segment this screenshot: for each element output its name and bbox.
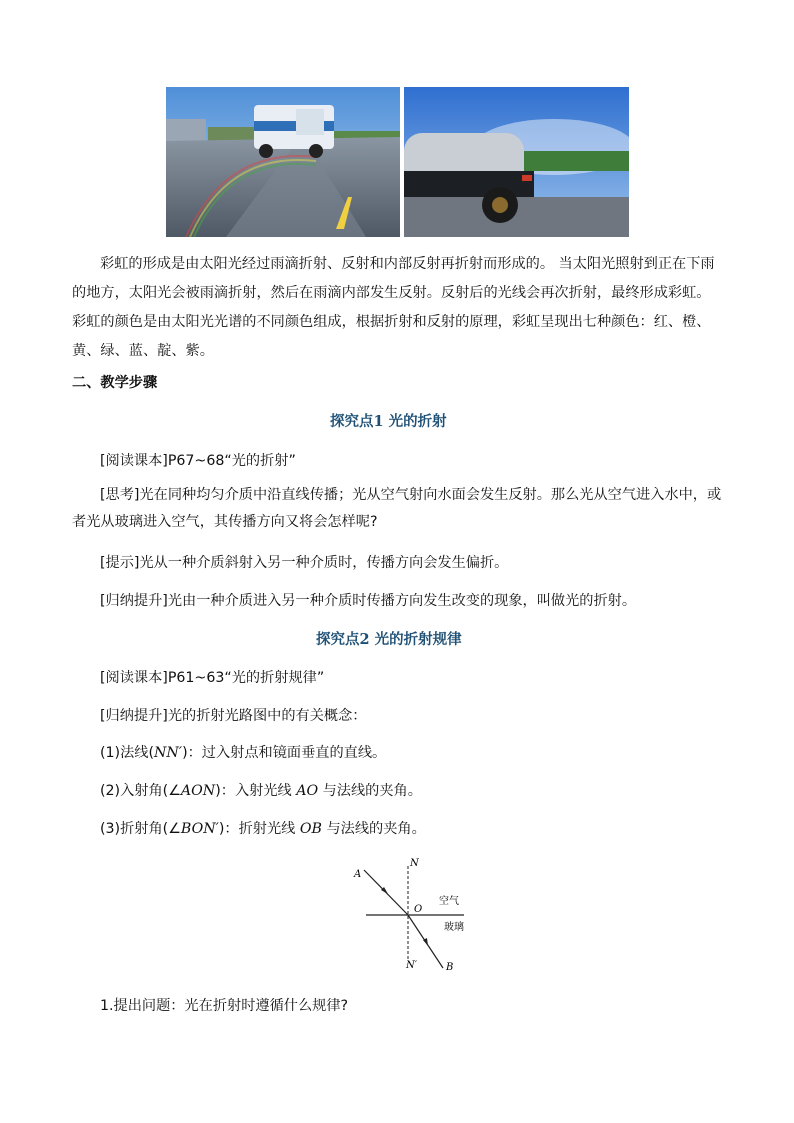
point1-read-text: P67~68“光的折射” <box>167 453 296 469</box>
point1-hint-tag: [提示] <box>100 555 140 571</box>
concept-normal-var: NN′ <box>154 745 183 761</box>
point2-read-tag: [阅读课本] <box>100 670 168 686</box>
point2-read-text: P61~63“光的折射规律” <box>167 670 325 686</box>
concept-normal-suffix: )：过入射点和镜面垂直的直线。 <box>182 745 387 761</box>
point1-think-text: 光在同种均匀介质中沿直线传播；光从空气射向水面会发生反射。那么光从空气进入水中，或者光从玻璃进入空气，其传播方向又将会怎样呢? <box>72 487 722 530</box>
concept-normal-prefix: (1)法线( <box>100 745 155 761</box>
intro-paragraph: 彩虹的形成是由太阳光经过雨滴折射、反射和内部反射再折射而形成的。 当太阳光照射到正在下雨的地方，太阳光会被雨滴折射，然后在雨滴内部发生反射。反射后的光线会再次折射，最终形成彩虹。彩虹的颜色是由太阳光光谱的不同颜色组成，根据折射和反射的原理，彩虹呈现出七种颜色：红、橙、黄、绿、蓝、靛、紫。 <box>72 256 715 359</box>
point1-read-tag: [阅读课本] <box>100 453 168 469</box>
concept-refraction-prefix: (3)折射角(∠ <box>100 821 181 837</box>
point2-summary-text: 光的折射光路图中的有关概念： <box>167 708 367 724</box>
concept-refraction-mid: )：折射光线 <box>218 821 300 837</box>
point2-read-line <box>100 667 324 687</box>
concept-refraction-var2: OB <box>299 821 322 837</box>
concept-refraction-var: BON′ <box>180 821 219 837</box>
point1-summary-text: 光由一种介质进入另一种介质时传播方向发生改变的现象，叫做光的折射。 <box>167 593 637 609</box>
label-glass: 玻璃 <box>444 922 464 933</box>
concept-refraction-angle <box>100 818 426 838</box>
concept-incidence-var2: AO <box>296 783 319 799</box>
photo-water-truck-rainbow <box>166 87 400 237</box>
refraction-diagram <box>346 852 476 977</box>
photo-water-truck-spray <box>404 87 629 237</box>
point1-hint-text: 光从一种介质斜射入另一种介质时，传播方向会发生偏折。 <box>139 555 509 571</box>
label-n: N <box>410 858 419 869</box>
point1-think-paragraph <box>72 482 722 536</box>
label-a: A <box>354 869 362 880</box>
concept-incidence-angle <box>100 780 422 800</box>
label-air: 空气 <box>439 896 459 907</box>
point2-summary-line <box>100 705 366 725</box>
section-heading: 二、教学步骤 <box>72 375 158 391</box>
point1-think-tag: [思考] <box>100 487 140 503</box>
point1-read-line <box>100 450 296 470</box>
point1-summary-line <box>100 590 636 610</box>
label-n-prime: N′ <box>406 960 418 971</box>
concept-incidence-mid: )：入射光线 <box>215 783 297 799</box>
point1-hint-line <box>100 552 508 572</box>
point1-summary-tag: [归纳提升] <box>100 593 168 609</box>
point2-title: 探究点2 光的折射规律 <box>316 631 462 648</box>
label-b: B <box>446 962 454 973</box>
concept-incidence-var: AON <box>180 783 216 799</box>
point1-title: 探究点1 光的折射 <box>330 413 447 430</box>
point2-summary-tag: [归纳提升] <box>100 708 168 724</box>
concept-incidence-prefix: (2)入射角(∠ <box>100 783 181 799</box>
concept-refraction-suffix: 与法线的夹角。 <box>321 821 426 837</box>
label-o: O <box>414 904 423 915</box>
question-line: 1.提出问题：光在折射时遵循什么规律? <box>100 998 349 1014</box>
concept-incidence-suffix: 与法线的夹角。 <box>318 783 422 799</box>
concept-normal <box>100 742 386 762</box>
